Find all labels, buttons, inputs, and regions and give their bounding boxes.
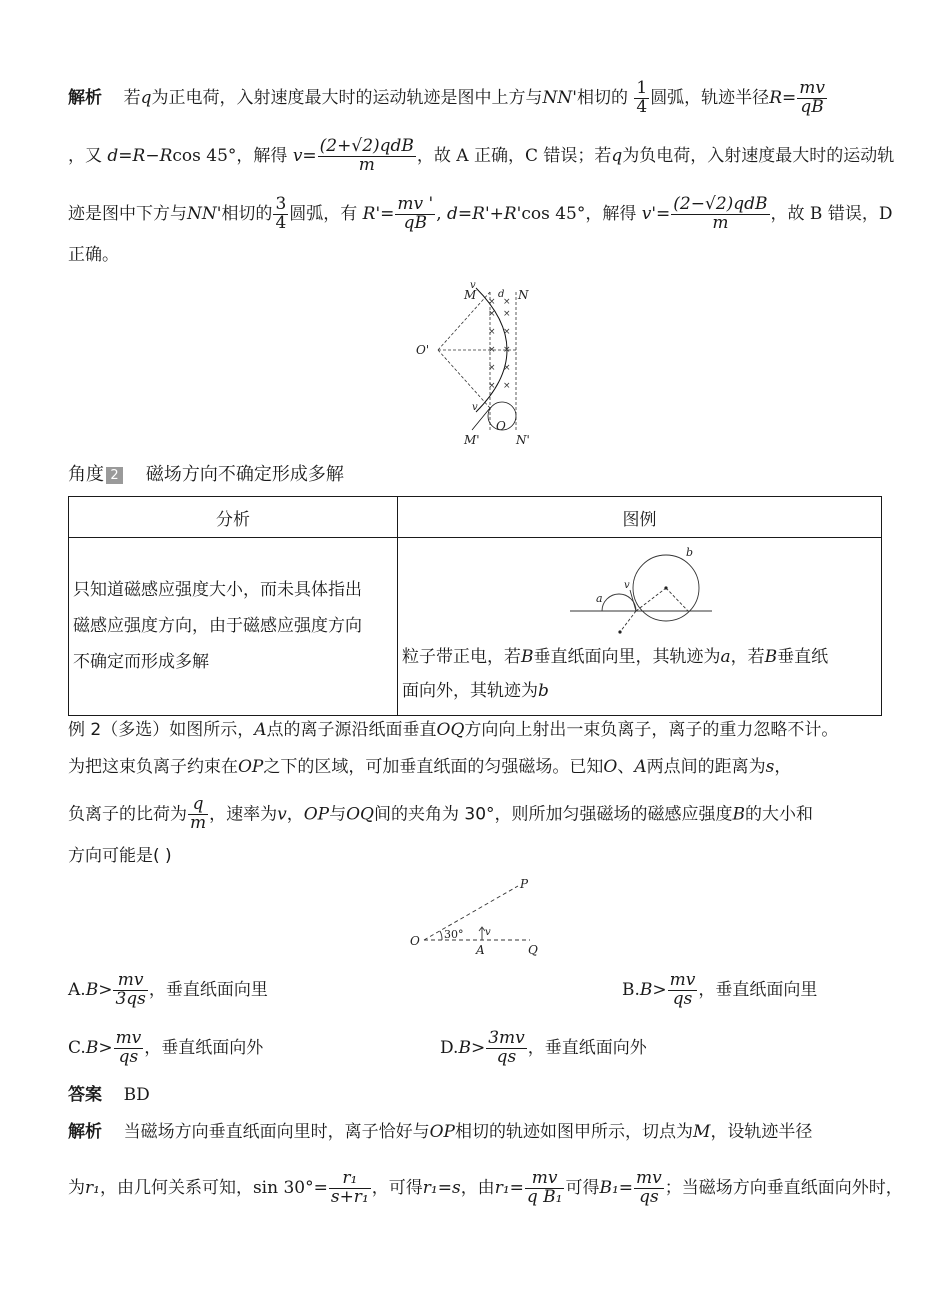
figure-trajectories xyxy=(568,544,718,640)
fraction-mv-qB1: $\frac{mv}{\text{q B₁}}$ xyxy=(526,1168,563,1207)
label-A: A xyxy=(476,943,485,957)
example-line-4: 方向可能是( ) xyxy=(68,846,172,866)
option-B[interactable]: B.B> $\frac{mv}{qs}$ ，垂直纸面向里 xyxy=(622,970,818,1009)
analysis-line-2: ，又 d=R−Rcos 45°，解得 v= $\frac{\text{(2+√2)qdB}}{m}$ ，故 A 正确，C 错误；若q为负电荷，入射速度最大时的运动轨 xyxy=(68,136,895,175)
label-O2: O xyxy=(410,934,420,948)
legend-caption: 粒子带正电，若B垂直纸面向里，其轨迹为a，若B垂直纸 面向外，其轨迹为b xyxy=(402,647,829,701)
fraction-mv-qB: $\frac{mv}{qB}$ xyxy=(799,78,825,117)
fraction-v-max: $\frac{\text{(2+√2)qdB}}{m}$ xyxy=(319,136,414,175)
label-a: a xyxy=(596,592,603,605)
fraction-one-quarter: $\frac{1}{4}$ xyxy=(636,78,648,117)
label-P: P xyxy=(520,877,529,891)
table-cell-analysis: 只知道磁感应强度大小，而未具体指出 磁感应强度方向，由于磁感应强度方向 不确定而形成多解 xyxy=(69,538,398,716)
label-d: d xyxy=(498,289,505,300)
label-O: O xyxy=(496,419,506,433)
label-N-prime: N' xyxy=(516,433,530,447)
label-N: N xyxy=(518,288,529,302)
analysis-line-3: 迹是图中下方与NN'相切的 $\frac{3}{4}$ 圆弧，有 R'= $\frac{mv '}{qB}$ , d=R'+R'cos 45°，解得 v'= $\frac{\text{(2−√2)qdB}}{m}$ ，故 B 错误，D xyxy=(68,194,893,233)
figure-OPQ xyxy=(408,874,548,958)
example-line-2: 为把这束负离子约束在OP之下的区域，可加垂直纸面的匀强磁场。已知O、A两点间的距离为s， xyxy=(68,757,792,777)
analysis-line-1: 解析 若q为正电荷，入射速度最大时的运动轨迹是图中上方与NN'相切的 $\frac{1}{4}$ 圆弧，轨迹半径R= $\frac{mv}{qB}$ xyxy=(68,78,825,117)
analysis2-line-1: 解析 当磁场方向垂直纸面向里时，离子恰好与OP相切的轨迹如图甲所示，切点为M，设轨迹半径 xyxy=(68,1122,813,1142)
option-A[interactable]: A.B> $\frac{mv}{3qs}$ ，垂直纸面向里 xyxy=(68,970,268,1009)
table-cell-legend xyxy=(398,538,882,716)
label-M: M xyxy=(464,288,477,302)
fraction-mvp-qB: $\frac{mv '}{qB}$ xyxy=(397,194,434,233)
option-D[interactable]: D.B> $\frac{3mv}{qs}$ ，垂直纸面向外 xyxy=(440,1028,647,1067)
label-O-prime: O' xyxy=(416,343,430,357)
fraction-v-prime: $\frac{\text{(2−√2)qdB}}{m}$ xyxy=(673,194,768,233)
option-C[interactable]: C.B> $\frac{mv}{qs}$ ，垂直纸面向外 xyxy=(68,1028,264,1067)
svg-text:×: × xyxy=(503,309,511,319)
label-v-top: v xyxy=(470,280,476,291)
analysis-label: 解析 xyxy=(68,87,102,108)
analysis2-label: 解析 xyxy=(68,1122,102,1142)
figure-magnetic-strip xyxy=(410,280,550,450)
svg-text:×: × xyxy=(488,345,496,355)
label-30deg: 30° xyxy=(444,928,464,941)
label-v-bottom: v xyxy=(472,402,478,413)
analysis2-line-2: 为r₁，由几何关系可知，sin 30°= $\frac{\text{r₁}}{\text{s+r₁}}$ ，可得r₁=s，由r₁= $\frac{mv}{\text{q B₁}}$ 可得B₁= $\frac{mv}{qs}$ ；当磁场方向垂直纸面向外时， xyxy=(68,1168,903,1207)
table-header-analysis: 分析 xyxy=(69,497,398,538)
svg-text:×: × xyxy=(503,345,511,355)
svg-text:×: × xyxy=(503,297,511,307)
svg-text:×: × xyxy=(488,363,496,373)
analysis-table xyxy=(68,496,882,716)
answer-label: 答案 xyxy=(68,1085,102,1105)
fraction-mv-3qs: $\frac{mv}{3qs}$ xyxy=(115,970,146,1009)
angle-heading: 角度 2 磁场方向不确定形成多解 xyxy=(68,464,344,485)
fraction-mv-qs-C: $\frac{mv}{qs}$ xyxy=(115,1028,142,1067)
fraction-mv-qs-2: $\frac{mv}{qs}$ xyxy=(636,1168,662,1207)
fraction-three-quarter: $\frac{3}{4}$ xyxy=(275,194,287,233)
svg-text:×: × xyxy=(488,297,496,307)
svg-text:×: × xyxy=(503,363,511,373)
fraction-3mv-qs: $\frac{3mv}{qs}$ xyxy=(488,1028,525,1067)
fraction-mv-qs-B: $\frac{mv}{qs}$ xyxy=(669,970,696,1009)
label-Q: Q xyxy=(528,943,538,957)
example-line-3: 负离子的比荷为 $\frac{q}{m}$ ，速率为v，OP与OQ间的夹角为 30°，则所加匀强磁场的磁感应强度B的大小和 xyxy=(68,794,814,833)
svg-text:×: × xyxy=(488,381,496,391)
label-b: b xyxy=(686,546,694,559)
fraction-q-m: $\frac{q}{m}$ xyxy=(190,794,207,833)
angle-number-badge: 2 xyxy=(106,467,123,484)
svg-text:×: × xyxy=(488,309,496,319)
answer-value: BD xyxy=(123,1085,150,1105)
label-v2: v xyxy=(485,927,491,938)
label-M-prime: M' xyxy=(464,433,480,447)
label-v: v xyxy=(624,580,630,591)
svg-text:×: × xyxy=(488,327,496,337)
fraction-r1: $\frac{\text{r₁}}{\text{s+r₁}}$ xyxy=(330,1168,369,1207)
svg-text:×: × xyxy=(503,381,511,391)
svg-text:×: × xyxy=(503,327,511,337)
example-line-1: 例 2（多选）如图所示，A点的离子源沿纸面垂直OQ方向向上射出一束负离子，离子的重力忽略不计。 xyxy=(68,720,839,740)
table-header-legend: 图例 xyxy=(398,497,882,538)
analysis-line-4: 正确。 xyxy=(68,245,119,265)
answer-line xyxy=(68,1087,150,1104)
